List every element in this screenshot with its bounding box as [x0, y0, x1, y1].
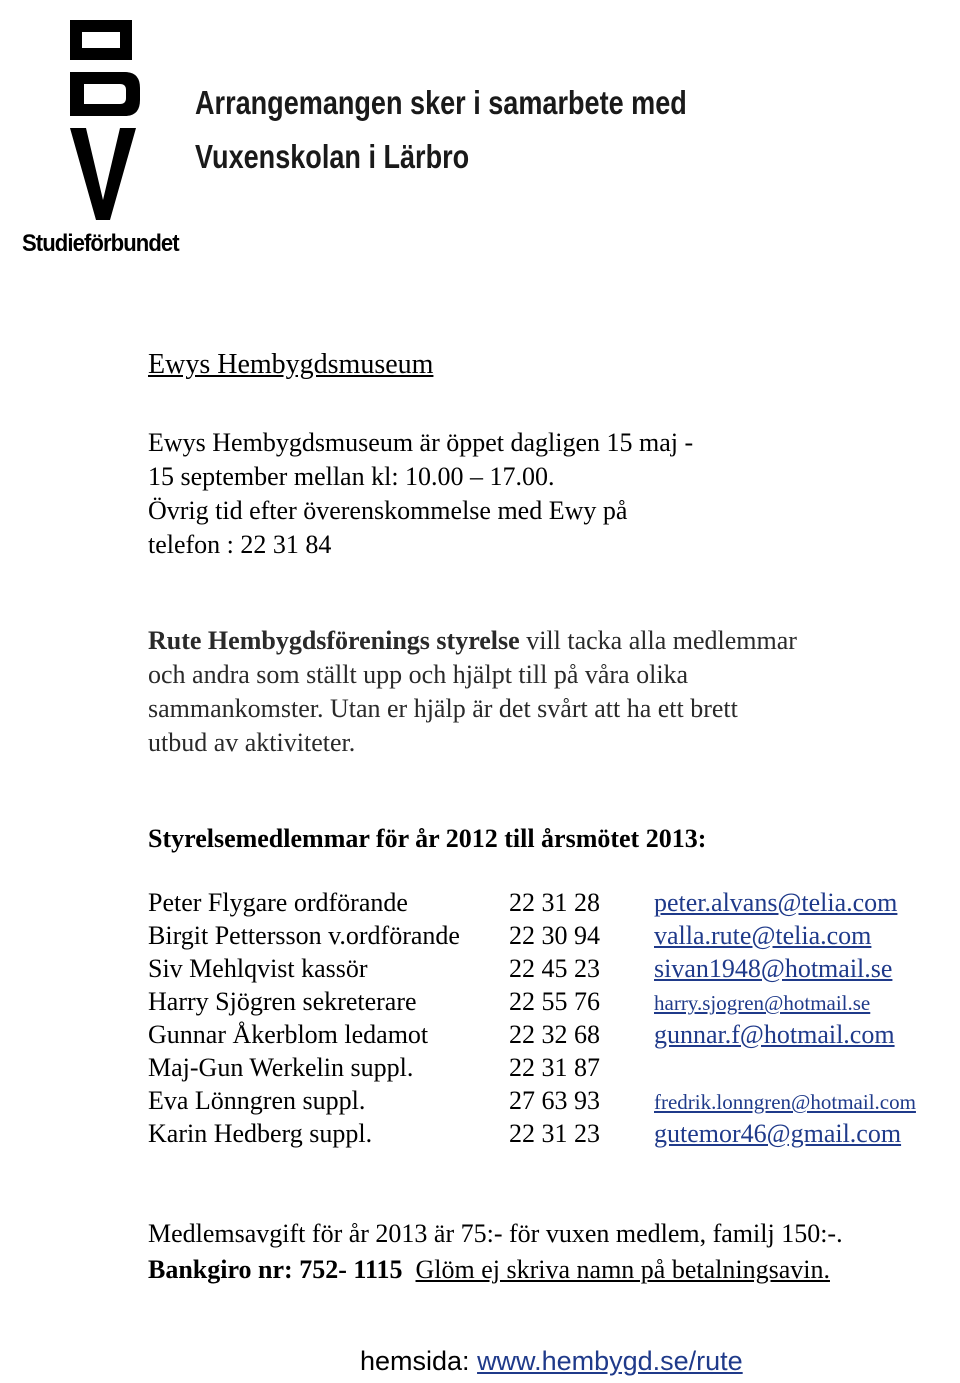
board-heading: Styrelsemedlemmar för år 2012 till årsmötet 2013: — [148, 824, 707, 853]
member-email-link[interactable]: gutemor46@gmail.com — [654, 1119, 902, 1148]
opening-line: telefon : 22 31 84 — [148, 530, 332, 559]
opening-line: Ewys Hembygdsmuseum är öppet dagligen 15 maj - — [148, 428, 694, 457]
member-email-link[interactable]: harry.sjogren@hotmail.se — [654, 991, 871, 1015]
page-title: Ewys Hembygdsmuseum — [148, 349, 434, 380]
thanks-text: sammankomster. Utan er hjälp är det svårt att ha ett brett — [148, 694, 738, 723]
payment-reminder: Glöm ej skriva namn på betalningsavin. — [415, 1255, 830, 1284]
member-name: Peter Flygare ordförande — [148, 888, 408, 917]
member-phone: 22 32 68 — [509, 1020, 600, 1049]
homepage-link[interactable]: www.hembygd.se/rute — [477, 1346, 743, 1376]
member-name: Karin Hedberg suppl. — [148, 1119, 373, 1148]
member-name: Harry Sjögren sekreterare — [148, 987, 417, 1016]
opening-paragraph — [148, 426, 693, 562]
thanks-text: och andra som ställt upp och hjälpt till på våra olika — [148, 660, 689, 689]
association-name: Rute Hembygdsförenings styrelse — [148, 626, 520, 655]
member-phone: 22 31 23 — [509, 1119, 600, 1148]
member-name: Siv Mehlqvist kassör — [148, 954, 368, 983]
logo-text: Studieförbundet — [22, 230, 179, 257]
thanks-text: utbud av aktiviteter. — [148, 728, 356, 757]
opening-line: Övrig tid efter överenskommelse med Ewy på — [148, 496, 628, 525]
member-phone: 22 30 94 — [509, 921, 600, 950]
thanks-text: vill tacka alla medlemmar — [519, 626, 797, 655]
homepage — [360, 1346, 743, 1377]
header-line-2: Vuxenskolan i Lärbro — [195, 138, 470, 175]
member-email-link[interactable]: gunnar.f@hotmail.com — [654, 1020, 895, 1049]
opening-line: 15 september mellan kl: 10.00 – 17.00. — [148, 462, 555, 491]
member-name: Eva Lönngren suppl. — [148, 1086, 366, 1115]
member-name: Maj-Gun Werkelin suppl. — [148, 1053, 414, 1082]
member-email-link[interactable]: fredrik.lonngren@hotmail.com — [654, 1090, 916, 1114]
member-phone: 22 45 23 — [509, 954, 600, 983]
fee-text: Medlemsavgift för år 2013 är 75:- för vuxen medlem, familj 150:-. — [148, 1219, 843, 1248]
member-phone: 22 31 28 — [509, 888, 600, 917]
member-name: Gunnar Åkerblom ledamot — [148, 1020, 429, 1049]
member-email-link[interactable]: peter.alvans@telia.com — [654, 888, 898, 917]
member-phone: 22 55 76 — [509, 987, 600, 1016]
membership-fee — [148, 1216, 843, 1288]
thanks-paragraph — [148, 624, 797, 760]
member-phone: 27 63 93 — [509, 1086, 600, 1115]
member-phone: 22 31 87 — [509, 1053, 600, 1082]
member-name: Birgit Pettersson v.ordförande — [148, 921, 460, 950]
member-email-link[interactable]: sivan1948@hotmail.se — [654, 954, 893, 983]
homepage-label: hemsida: — [360, 1346, 478, 1376]
header-line-1: Arrangemangen sker i samarbete med — [195, 84, 687, 121]
bankgiro-number: Bankgiro nr: 752- 1115 — [148, 1255, 403, 1284]
member-email-link[interactable]: valla.rute@telia.com — [654, 921, 872, 950]
